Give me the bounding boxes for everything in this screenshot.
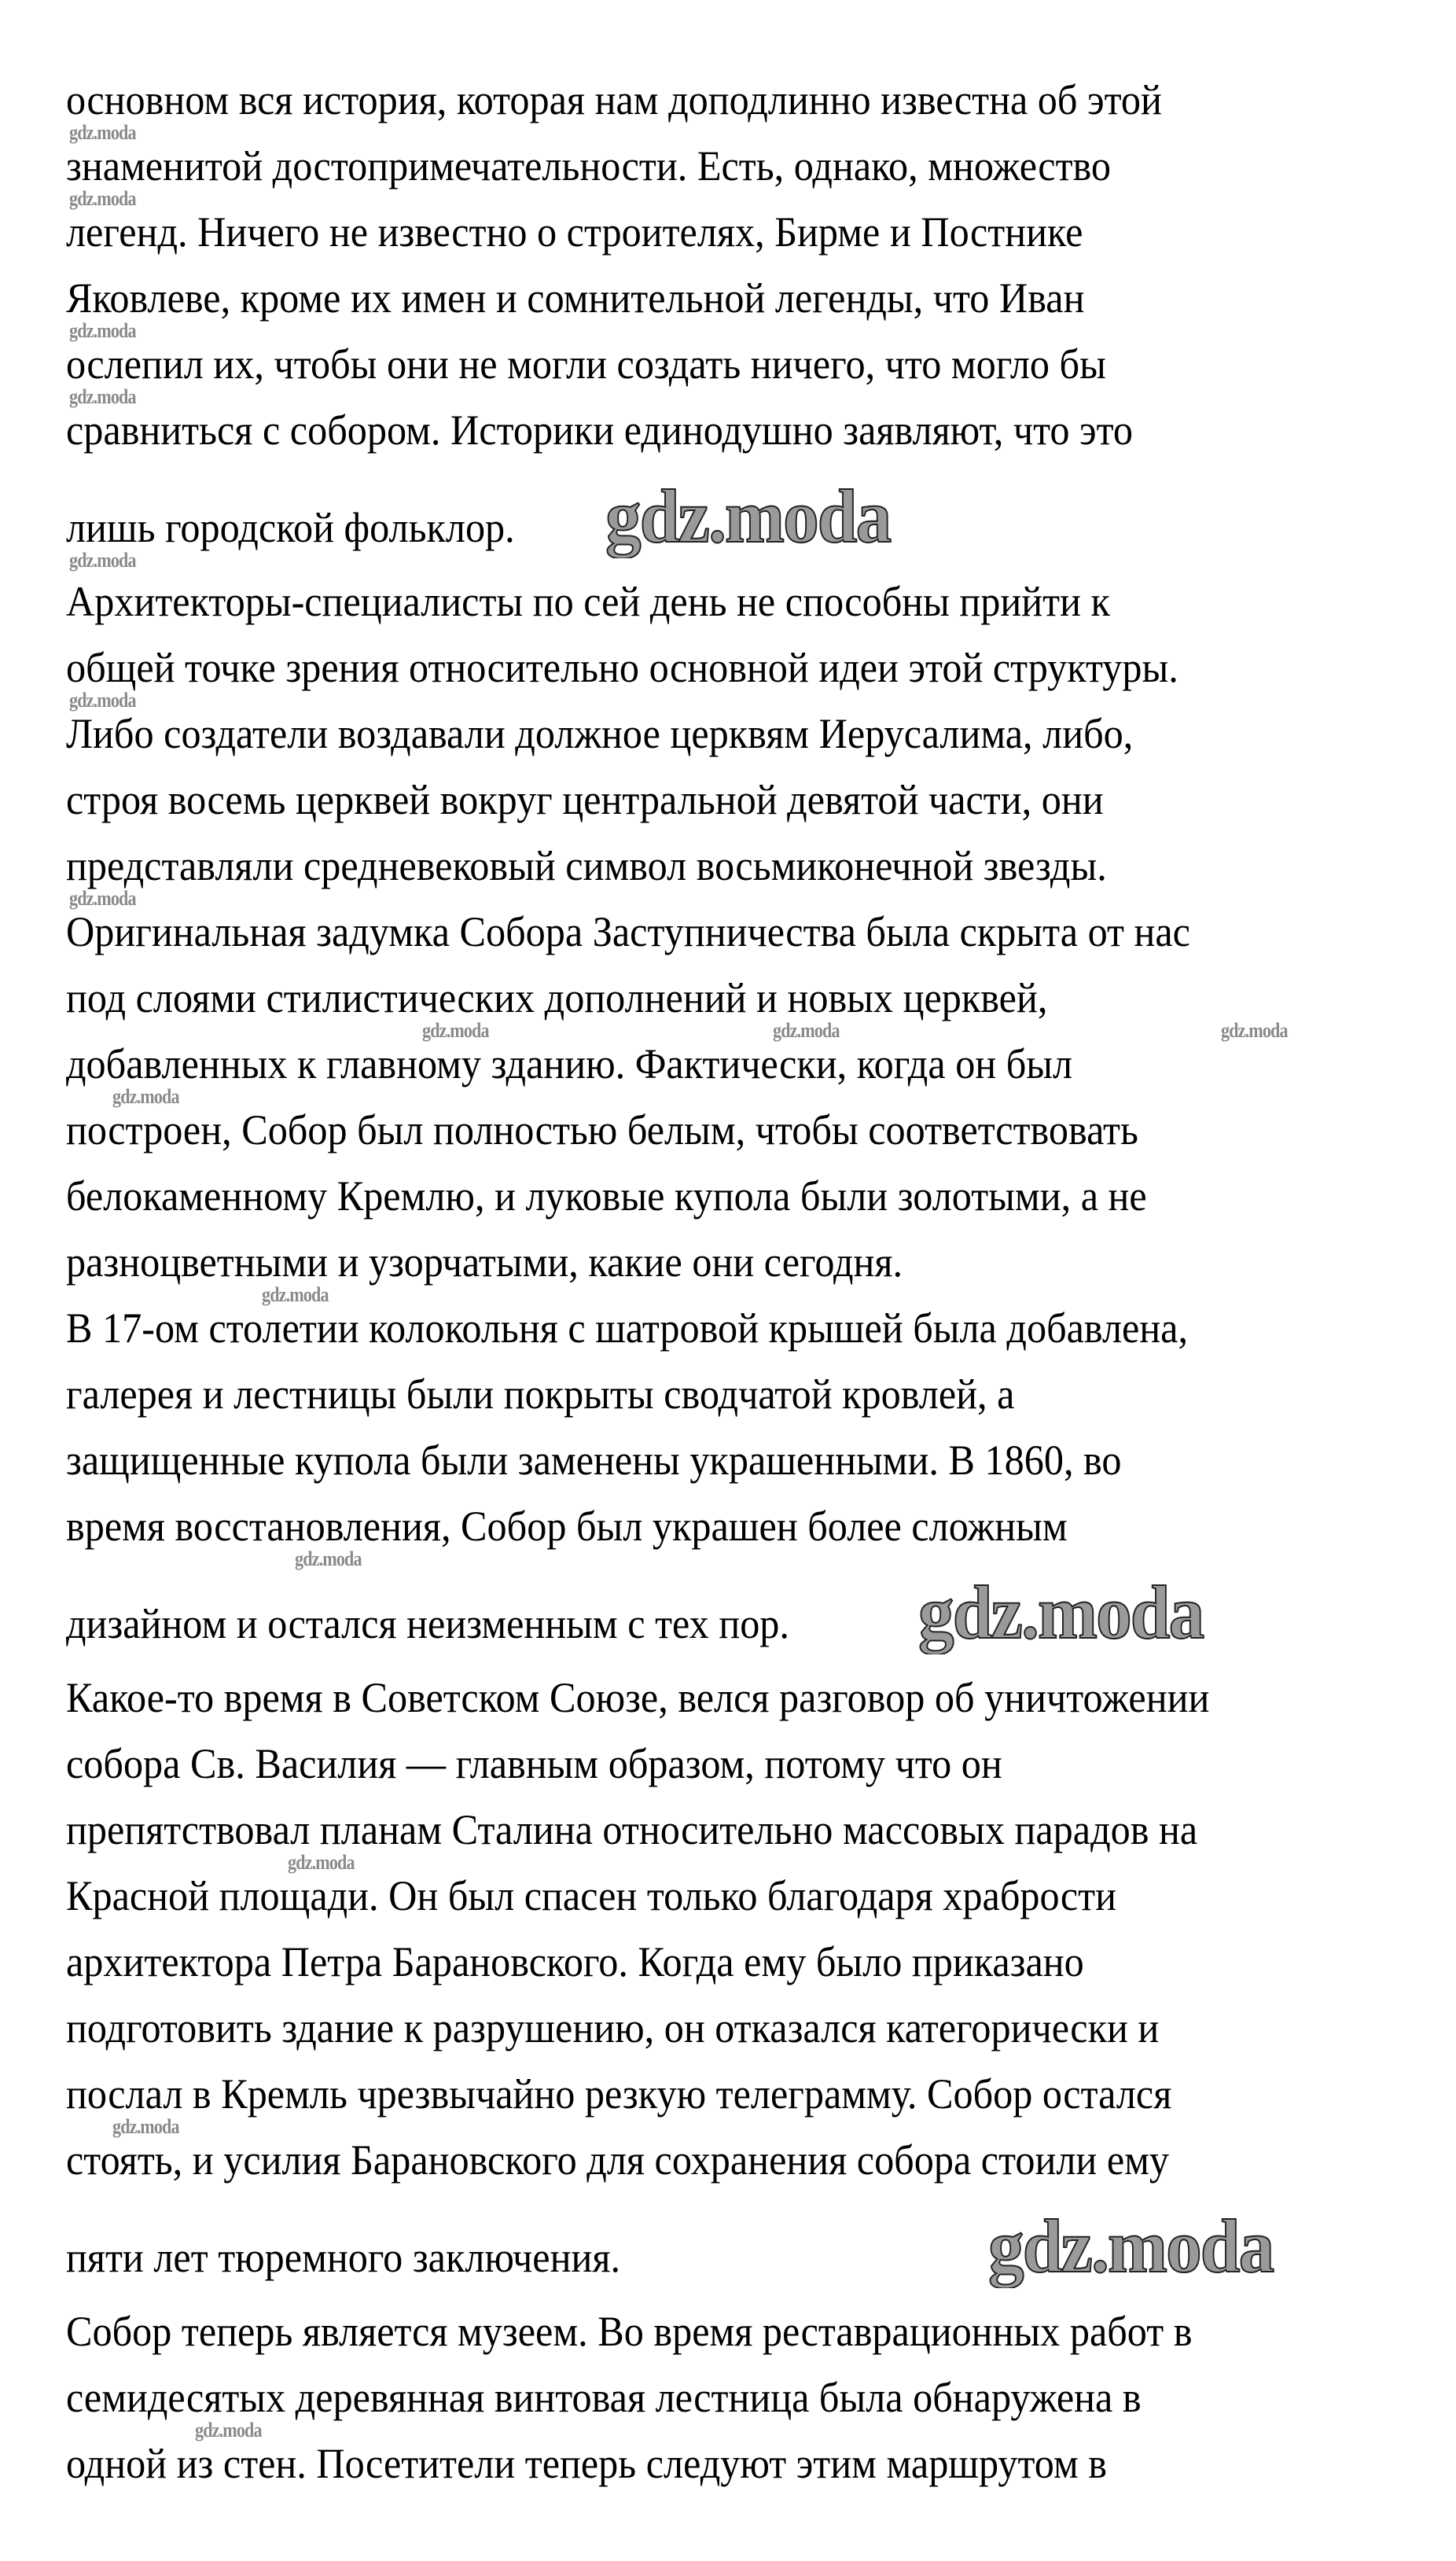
text-line: одной из стен. Посетители теперь следуют этим маршрутом в	[66, 2440, 1108, 2487]
text-line: под слоями стилистических дополнений и новых церквей,	[66, 974, 1048, 1021]
text-line: подготовить здание к разрушению, он отказался категорически и	[66, 2004, 1160, 2051]
text-line: общей точке зрения относительно основной идеи этой структуры.	[66, 644, 1178, 691]
watermark-small: gdz.moda	[295, 1547, 362, 1570]
text-line: сравниться с собором. Историки единодушно заявляют, что это	[66, 407, 1133, 454]
text-line: защищенные купола были заменены украшенными. В 1860, во	[66, 1437, 1122, 1484]
text-line: галерея и лестницы были покрыты сводчатой кровлей, а	[66, 1371, 1015, 1418]
text-line: построен, Собор был полностью белым, чтобы соответствовать	[66, 1106, 1138, 1154]
watermark-small: gdz.moda	[69, 385, 136, 408]
text-line: В 17-ом столетии колокольня с шатровой крышей была добавлена,	[66, 1304, 1189, 1352]
watermark-small: gdz.moda	[262, 1283, 329, 1306]
watermark-small: gdz.moda	[112, 2115, 179, 2138]
text-line: Собор теперь является музеем. Во время реставрационных работ в	[66, 2308, 1193, 2355]
text-line: Архитекторы-специалисты по сей день не способны прийти к	[66, 578, 1110, 625]
text-line: Яковлеве, кроме их имен и сомнительной легенды, что Иван	[66, 274, 1085, 322]
watermark-small: gdz.moda	[69, 319, 136, 342]
watermark-large: gdz.moda	[918, 1570, 1204, 1654]
watermark-large: gdz.moda	[988, 2204, 1274, 2288]
text-line: представляли средневековый символ восьмиконечной звезды.	[66, 842, 1107, 889]
text-line: архитектора Петра Барановского. Когда ему было приказано	[66, 1938, 1084, 1985]
text-line: препятствовал планам Сталина относительно массовых парадов на	[66, 1806, 1198, 1853]
text-line: послал в Кремль чрезвычайно резкую телеграмму. Собор остался	[66, 2070, 1172, 2118]
watermark-small: gdz.moda	[773, 1019, 840, 1042]
watermark-small: gdz.moda	[422, 1019, 489, 1042]
text-line: разноцветными и узорчатыми, какие они сегодня.	[66, 1238, 903, 1286]
text-line: знаменитой достопримечательности. Есть, однако, множество	[66, 142, 1112, 189]
watermark-small: gdz.moda	[69, 187, 136, 210]
watermark-large: gdz.moda	[605, 474, 891, 558]
text-line: стоять, и усилия Барановского для сохранения собора стоили ему	[66, 2136, 1170, 2184]
watermark-small: gdz.moda	[69, 549, 136, 572]
text-line: строя восемь церквей вокруг центральной девятой части, они	[66, 776, 1104, 823]
text-line: Оригинальная задумка Собора Заступничества была скрыта от нас	[66, 908, 1190, 955]
text-line: ослепил их, чтобы они не могли создать ничего, что могло бы	[66, 340, 1106, 388]
text-line: белокаменному Кремлю, и луковые купола были золотыми, а не	[66, 1172, 1147, 1220]
text-line: лишь городской фольклор.	[66, 504, 515, 551]
text-line: основном вся история, которая нам доподлинно известна об этой	[66, 76, 1162, 123]
watermark-small: gdz.moda	[112, 1085, 179, 1108]
watermark-small: gdz.moda	[69, 121, 136, 144]
text-line: дизайном и остался неизменным с тех пор.	[66, 1600, 789, 1647]
watermark-small: gdz.moda	[195, 2419, 262, 2441]
text-line: Либо создатели воздавали должное церквям Иерусалима, либо,	[66, 710, 1134, 757]
watermark-small: gdz.moda	[288, 1851, 355, 1874]
text-line: пяти лет тюремного заключения.	[66, 2234, 620, 2281]
text-line: семидесятых деревянная винтовая лестница была обнаружена в	[66, 2374, 1142, 2421]
text-line: добавленных к главному зданию. Фактически, когда он был	[66, 1040, 1073, 1087]
watermark-small: gdz.moda	[69, 887, 136, 910]
watermark-small: gdz.moda	[1221, 1019, 1288, 1042]
text-line: Какое-то время в Советском Союзе, велся разговор об уничтожении	[66, 1674, 1210, 1721]
text-line: Красной площади. Он был спасен только благодаря храбрости	[66, 1872, 1116, 1919]
text-line: собора Св. Василия — главным образом, потому что он	[66, 1740, 1002, 1787]
text-line: время восстановления, Собор был украшен более сложным	[66, 1503, 1068, 1550]
text-line: легенд. Ничего не известно о строителях, Бирме и Постнике	[66, 208, 1083, 256]
watermark-small: gdz.moda	[69, 689, 136, 712]
